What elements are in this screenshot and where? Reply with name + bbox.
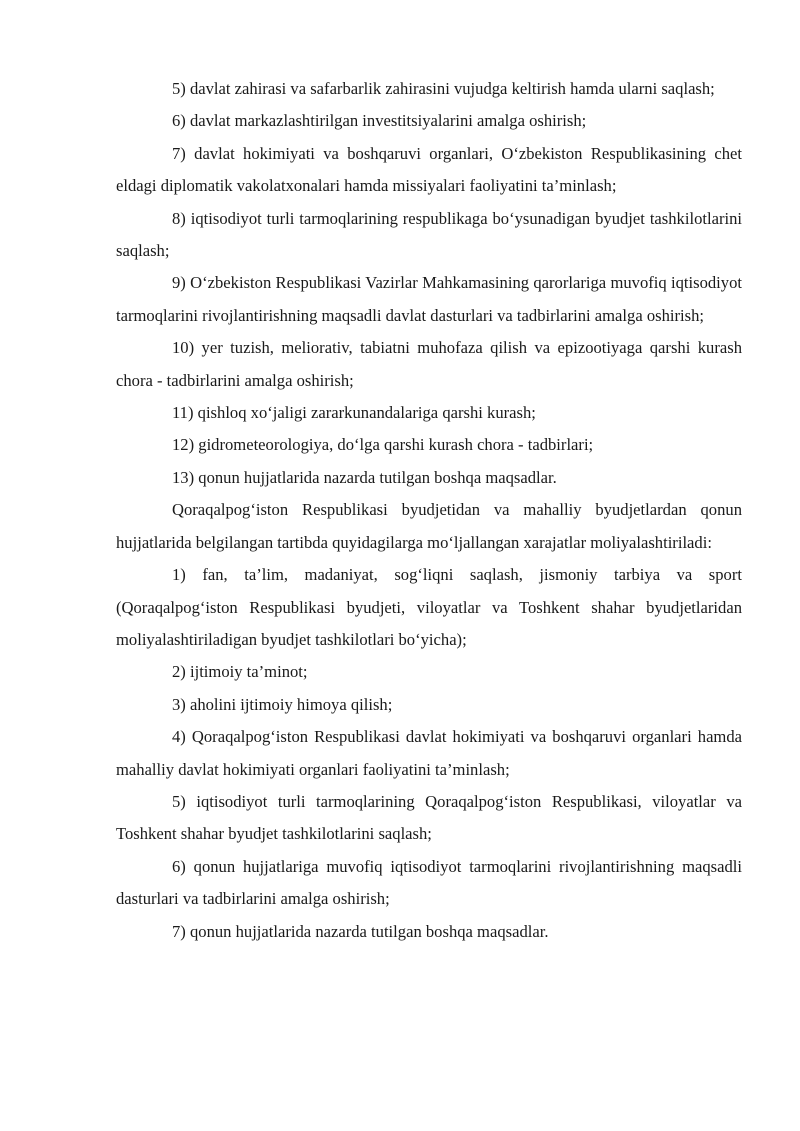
list-item-local-government: 4) Qoraqalpog‘iston Respublikasi davlat hokimiyati va boshqaruvi organlari hamda mahalliy davlat hokimiyati organlari faoliyatini ta’minlash; (116, 727, 742, 779)
list-item-development-programs: 6) qonun hujjatlariga muvofiq iqtisodiyot tarmoqlarini rivojlantirishning maqsadli dasturlari va tadbirlarini amalga oshirish; (116, 856, 742, 909)
list-item-hydrometeorology: 12) gidrometeorologiya, do‘lga qarshi kurash chora - tadbirlari; (172, 435, 594, 455)
list-item-pest-control: 11) qishloq xo‘jaligi zararkunandalariga qarshi kurash; (172, 403, 536, 423)
list-item-social-security: 2) ijtimoiy ta’minot; (172, 662, 308, 682)
list-item-centralized-investments: 6) davlat markazlashtirilgan investitsiyalarini amalga oshirish; (172, 111, 587, 131)
list-item-other-purposes-local: 7) qonun hujjatlarida nazarda tutilgan boshqa maqsadlar. (172, 921, 549, 941)
list-item-land-melioration: 10) yer tuzish, meliorativ, tabiatni muhofaza qilish va epizootiyaga qarshi kurash chora - tadbirlarini amalga oshirish; (116, 338, 742, 390)
section-intro-paragraph: Qoraqalpog‘iston Respublikasi byudjetidan va mahalliy byudjetlardan qonun hujjatlarida belgilangan tartibda quyidagilarga mo‘ljallangan xarajatlar moliyalashtiriladi: (116, 500, 742, 552)
list-item-other-purposes: 13) qonun hujjatlarida nazarda tutilgan boshqa maqsadlar. (172, 467, 557, 487)
list-item-state-programs: 9) O‘zbekiston Respublikasi Vazirlar Mahkamasining qarorlariga muvofiq iqtisodiyot tarmoqlarini rivojlantirishning maqsadli davlat dasturlari va tadbirlarini amalga oshirish; (116, 273, 742, 325)
document-page (116, 73, 742, 948)
list-item-science-education: 1) fan, ta’lim, madaniyat, sog‘liqni saqlash, jismoniy tarbiya va sport (Qoraqalpog‘iston Respublikasi byudjeti, viloyatlar va Toshkent shahar byudjetlaridan moliyalashtiriladigan byudjet tashkilotlari bo‘yicha); (116, 565, 742, 649)
list-item-state-bodies-funding: 7) davlat hokimiyati va boshqaruvi organlari, O‘zbekiston Respublikasining chet eldagi diplomatik vakolatxonalari hamda missiyalari faoliyatini ta’minlash; (116, 143, 742, 196)
list-item-regional-budget-organizations: 5) iqtisodiyot turli tarmoqlarining Qoraqalpog‘iston Respublikasi, viloyatlar va Toshkent shahar byudjet tashkilotlarini saqlash; (116, 791, 742, 844)
list-item-state-reserve: 5) davlat zahirasi va safarbarlik zahirasini vujudga keltirish hamda ularni saqlash; (172, 79, 715, 98)
list-item-social-protection: 3) aholini ijtimoiy himoya qilish; (172, 694, 393, 714)
list-item-budget-organizations: 8) iqtisodiyot turli tarmoqlarining respublikaga bo‘ysunadigan byudjet tashkilotlarini saqlash; (116, 208, 742, 261)
